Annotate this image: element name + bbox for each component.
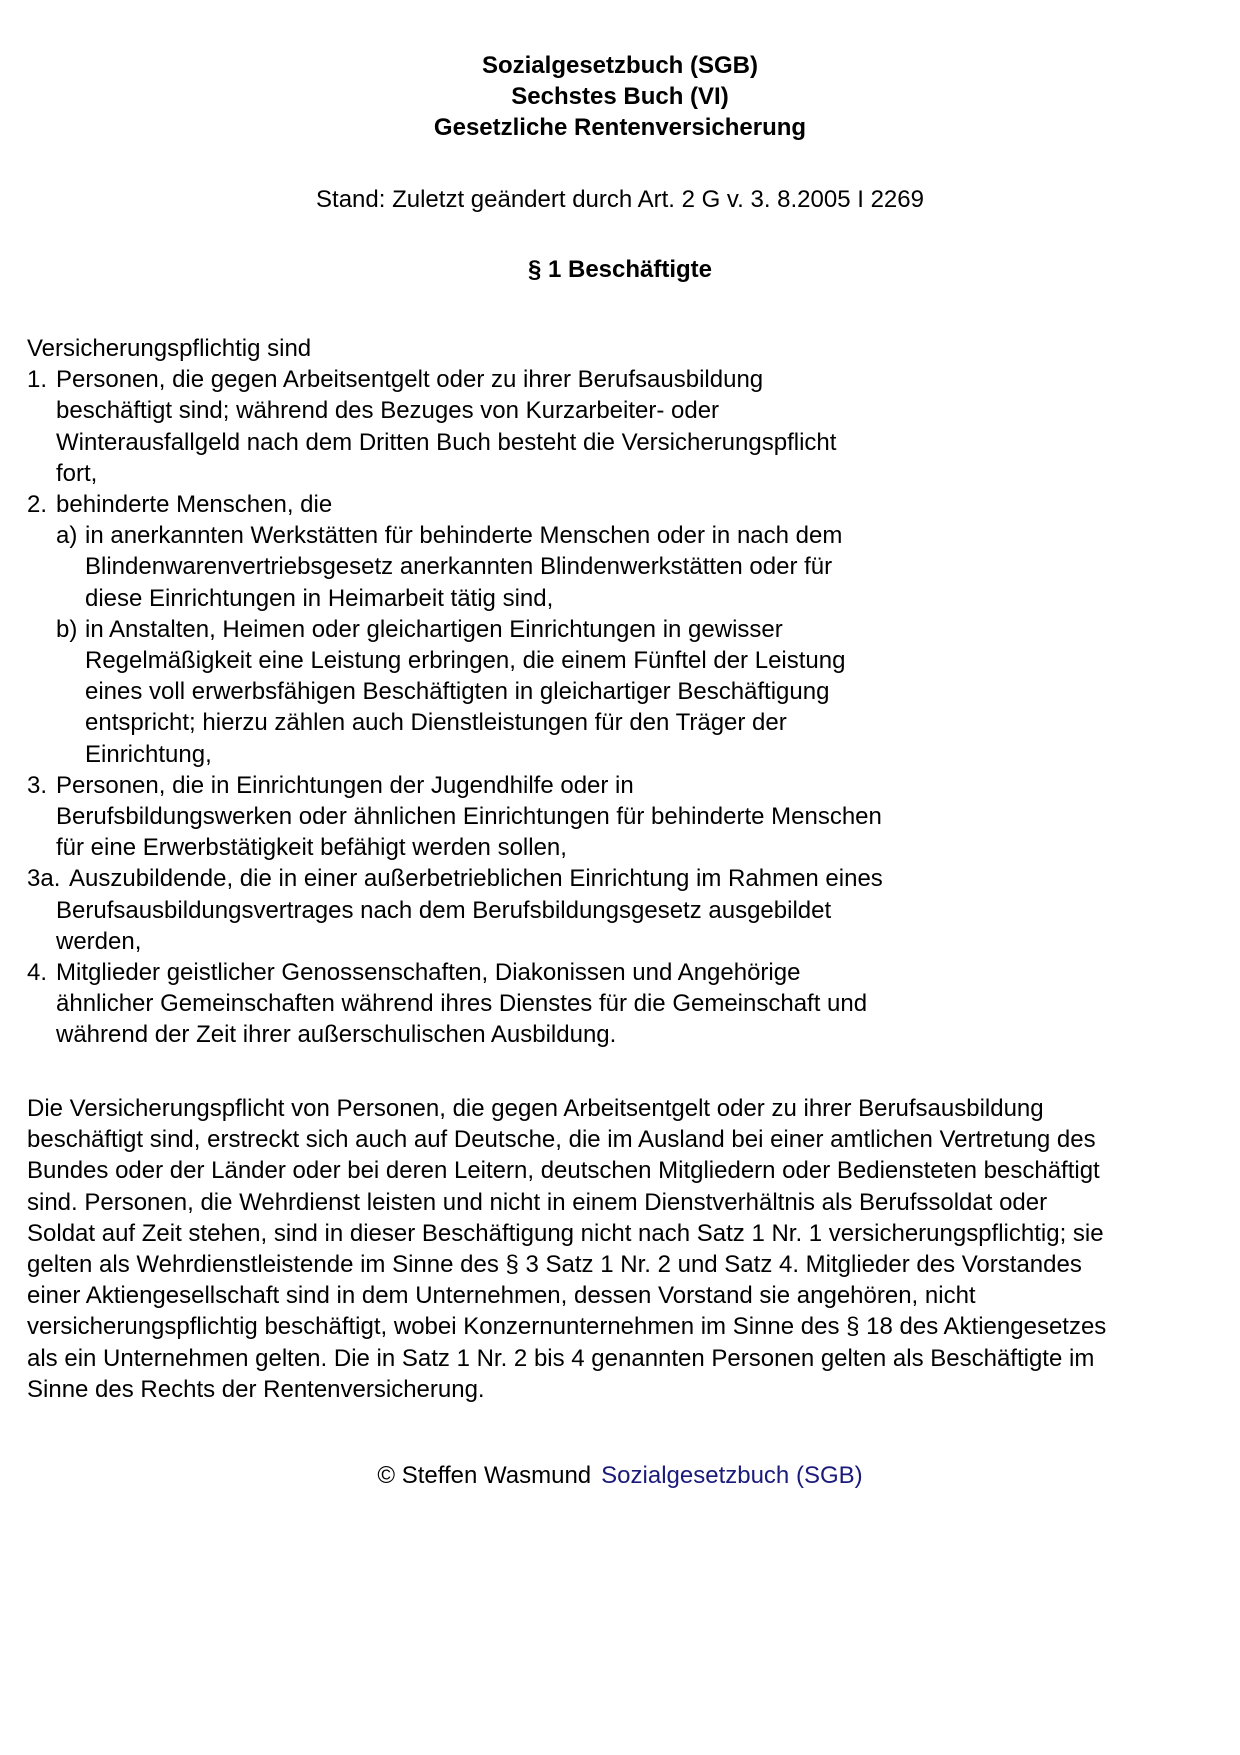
title-line-2: Sechstes Buch (VI): [511, 83, 729, 110]
item-text: [27, 489, 1227, 520]
item-line: fort,: [56, 459, 98, 487]
paragraph-line: als ein Unternehmen gelten. Die in Satz 1 Nr. 2 bis 4 genannten Personen gelten als Beschäftigte im: [27, 1344, 1095, 1372]
subitem-text: [27, 614, 1227, 770]
item-line: Personen, die in Einrichtungen der Jugendhilfe oder in: [56, 771, 634, 799]
item-line: eines voll erwerbsfähigen Beschäftigten in gleichartiger Beschäftigung: [85, 678, 830, 706]
document-title: [0, 50, 1240, 143]
item-line: Mitglieder geistlicher Genossenschaften, Diakonissen und Angehörige: [56, 959, 801, 987]
sgb-link[interactable]: Sozialgesetzbuch (SGB): [601, 1462, 863, 1489]
item-line: ähnlicher Gemeinschaften während ihres Dienstes für die Gemeinschaft und: [56, 990, 868, 1018]
item-line: Regelmäßigkeit eine Leistung erbringen, die einem Fünftel der Leistung: [85, 647, 846, 675]
section-heading: § 1 Beschäftigte: [527, 256, 713, 283]
paragraph-line: Sinne des Rechts der Rentenversicherung.: [27, 1375, 485, 1403]
item-line: in Anstalten, Heimen oder gleichartigen Einrichtungen in gewisser: [85, 615, 783, 643]
list-item-3: [27, 770, 1227, 864]
title-line-1: Sozialgesetzbuch (SGB): [481, 52, 759, 79]
paragraph-line: versicherungspflichtig beschäftigt, wobei Konzernunternehmen im Sinne des § 18 des Aktiengesetzes: [27, 1313, 1107, 1341]
item-number: 1.: [27, 366, 48, 394]
paragraph-line: Soldat auf Zeit stehen, sind in dieser Beschäftigung nicht nach Satz 1 Nr. 1 versicherungspflichtig; sie: [27, 1219, 1104, 1247]
list-item-1: [27, 364, 1227, 489]
list-subitem-b: [27, 614, 1227, 770]
item-number: 3.: [27, 771, 48, 799]
footer: [0, 1460, 1240, 1491]
paragraph-line: Die Versicherungspflicht von Personen, die gegen Arbeitsentgelt oder zu ihrer Berufsausbildung: [27, 1095, 1044, 1122]
paragraph-line: einer Aktiengesellschaft sind in dem Unternehmen, dessen Vorstand sie angehören, nicht: [27, 1282, 976, 1310]
item-text: [27, 770, 1227, 864]
item-text: [27, 863, 1227, 957]
item-line: Personen, die gegen Arbeitsentgelt oder zu ihrer Berufsausbildung: [56, 366, 764, 394]
enumeration-block: [27, 333, 1227, 1051]
intro-line: Versicherungspflichtig sind: [27, 335, 312, 362]
list-subitem-a: [27, 520, 1227, 614]
item-number: 3a.: [27, 865, 61, 893]
paragraph-line: gelten als Wehrdienstleistende im Sinne des § 3 Satz 1 Nr. 2 und Satz 4. Mitglieder des Vorstandes: [27, 1251, 1082, 1279]
paragraph-line: sind. Personen, die Wehrdienst leisten und nicht in einem Dienstverhältnis als Berufssoldat oder: [27, 1188, 1048, 1216]
item-line: Auszubildende, die in einer außerbetrieblichen Einrichtung im Rahmen eines: [69, 865, 883, 893]
item-line: Berufsausbildungsvertrages nach dem Berufsbildungsgesetz ausgebildet: [56, 896, 832, 924]
item-line: in anerkannten Werkstätten für behinderte Menschen oder in nach dem: [85, 522, 843, 550]
item-text: [27, 957, 1227, 1051]
stand-line: Stand: Zuletzt geändert durch Art. 2 G v. 3. 8.2005 I 2269: [316, 186, 924, 213]
item-line: behinderte Menschen, die: [56, 491, 333, 519]
item-line: Berufsbildungswerken oder ähnlichen Einrichtungen für behinderte Menschen: [56, 803, 882, 831]
item-line: während der Zeit ihrer außerschulischen Ausbildung.: [56, 1021, 617, 1049]
body-paragraph: [27, 1093, 1227, 1405]
title-line-3: Gesetzliche Rentenversicherung: [433, 114, 807, 141]
item-line: diese Einrichtungen in Heimarbeit tätig sind,: [85, 584, 554, 612]
item-line: entspricht; hierzu zählen auch Dienstleistungen für den Träger der: [85, 709, 787, 737]
item-line: beschäftigt sind; während des Bezuges von Kurzarbeiter- oder: [56, 397, 720, 425]
paragraph-line: Bundes oder der Länder oder bei deren Leitern, deutschen Mitgliedern oder Bediensteten beschäftigt: [27, 1157, 1100, 1185]
item-number: 2.: [27, 491, 48, 519]
item-line: Einrichtung,: [85, 740, 212, 768]
item-line: Blindenwarenvertriebsgesetz anerkannten Blindenwerkstätten oder für: [85, 553, 833, 581]
subitem-letter: b): [56, 615, 78, 643]
list-item-4: [27, 957, 1227, 1051]
item-line: werden,: [56, 927, 142, 955]
list-item-3a: [27, 863, 1227, 957]
paragraph-line: beschäftigt sind, erstreckt sich auch auf Deutsche, die im Ausland bei einer amtlichen Vertretung des: [27, 1126, 1096, 1154]
subitem-text: [27, 520, 1227, 614]
list-item-2: [27, 489, 1227, 520]
item-line: für eine Erwerbstätigkeit befähigt werden sollen,: [56, 834, 567, 862]
item-number: 4.: [27, 959, 48, 987]
copyright-text: © Steffen Wasmund: [377, 1462, 592, 1489]
item-text: [27, 364, 1227, 489]
subitem-letter: a): [56, 522, 78, 550]
item-line: Winterausfallgeld nach dem Dritten Buch besteht die Versicherungspflicht: [56, 428, 837, 456]
